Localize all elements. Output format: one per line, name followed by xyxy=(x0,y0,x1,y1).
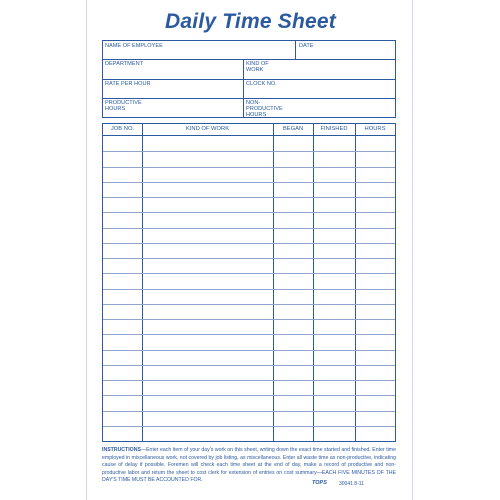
kind-of-work-field[interactable]: KIND OF WORK xyxy=(246,61,269,74)
header-began: BEGAN xyxy=(282,126,304,132)
header-hours: HOURS xyxy=(364,126,386,132)
table-row-line xyxy=(103,289,395,290)
table-row-line xyxy=(103,426,395,427)
column-divider xyxy=(355,124,356,441)
instructions-text xyxy=(102,447,396,485)
instructions-lead: INSTRUCTIONS xyxy=(102,447,141,453)
table-row-line xyxy=(103,380,395,381)
rate-per-hour-field[interactable]: RATE PER HOUR xyxy=(105,81,151,87)
table-row-line xyxy=(103,395,395,396)
department-field[interactable]: DEPARTMENT xyxy=(105,61,144,67)
table-row-line xyxy=(103,273,395,274)
table-row-line xyxy=(103,167,395,168)
table-row-line xyxy=(103,334,395,335)
header-job-no: JOB NO. xyxy=(110,126,135,132)
table-row-line xyxy=(103,197,395,198)
clock-no-field[interactable]: CLOCK NO. xyxy=(246,81,277,87)
column-divider xyxy=(142,124,143,441)
date-field[interactable]: DATE xyxy=(299,43,314,49)
productive-hours-field[interactable]: PRODUCTIVE HOURS xyxy=(105,100,142,113)
table-row-line xyxy=(103,182,395,183)
column-divider xyxy=(273,124,274,441)
table-header xyxy=(103,124,395,136)
header-kind-of-work: KIND OF WORK xyxy=(185,126,230,132)
info-divider xyxy=(243,59,244,117)
info-divider xyxy=(103,59,395,60)
job-table xyxy=(102,123,396,442)
table-row-line xyxy=(103,411,395,412)
table-row-line xyxy=(103,258,395,259)
brand-logo: TOPS xyxy=(312,480,327,486)
employee-info-box xyxy=(102,40,396,118)
info-divider xyxy=(295,41,296,59)
instructions-body: —Enter each item of your day's work on this sheet, writing down the exact time started and finished. Enter time employed in miscellaneous work, not covered by job listing, as miscellaneous. Enter all waste time as non-productive, indicating cause of delay if possible. Foremen will check each time sheet at the end of day, make a record of productive and non-productive labor and return the sheet to cost clerk for extension of entries on cost summary—EACH FIVE MINUTES OF THE DAY'S TIME MUST BE ACCOUNTED FOR. xyxy=(102,447,396,484)
info-divider xyxy=(103,98,395,99)
table-row-line xyxy=(103,228,395,229)
header-finished: FINISHED xyxy=(320,126,348,132)
table-row-line xyxy=(103,212,395,213)
table-row-line xyxy=(103,350,395,351)
form-title: Daily Time Sheet xyxy=(165,10,336,33)
name-of-employee-field[interactable]: NAME OF EMPLOYEE xyxy=(105,43,163,49)
table-row-line xyxy=(103,319,395,320)
table-row-line xyxy=(103,151,395,152)
column-divider xyxy=(313,124,314,441)
non-productive-hours-field[interactable]: NON-PRODUCTIVE HOURS xyxy=(246,100,283,119)
form-number: 30041 8-11 xyxy=(339,481,364,487)
info-divider xyxy=(103,79,395,80)
table-row-line xyxy=(103,365,395,366)
time-sheet-form xyxy=(86,0,413,500)
table-row-line xyxy=(103,243,395,244)
table-row-line xyxy=(103,304,395,305)
